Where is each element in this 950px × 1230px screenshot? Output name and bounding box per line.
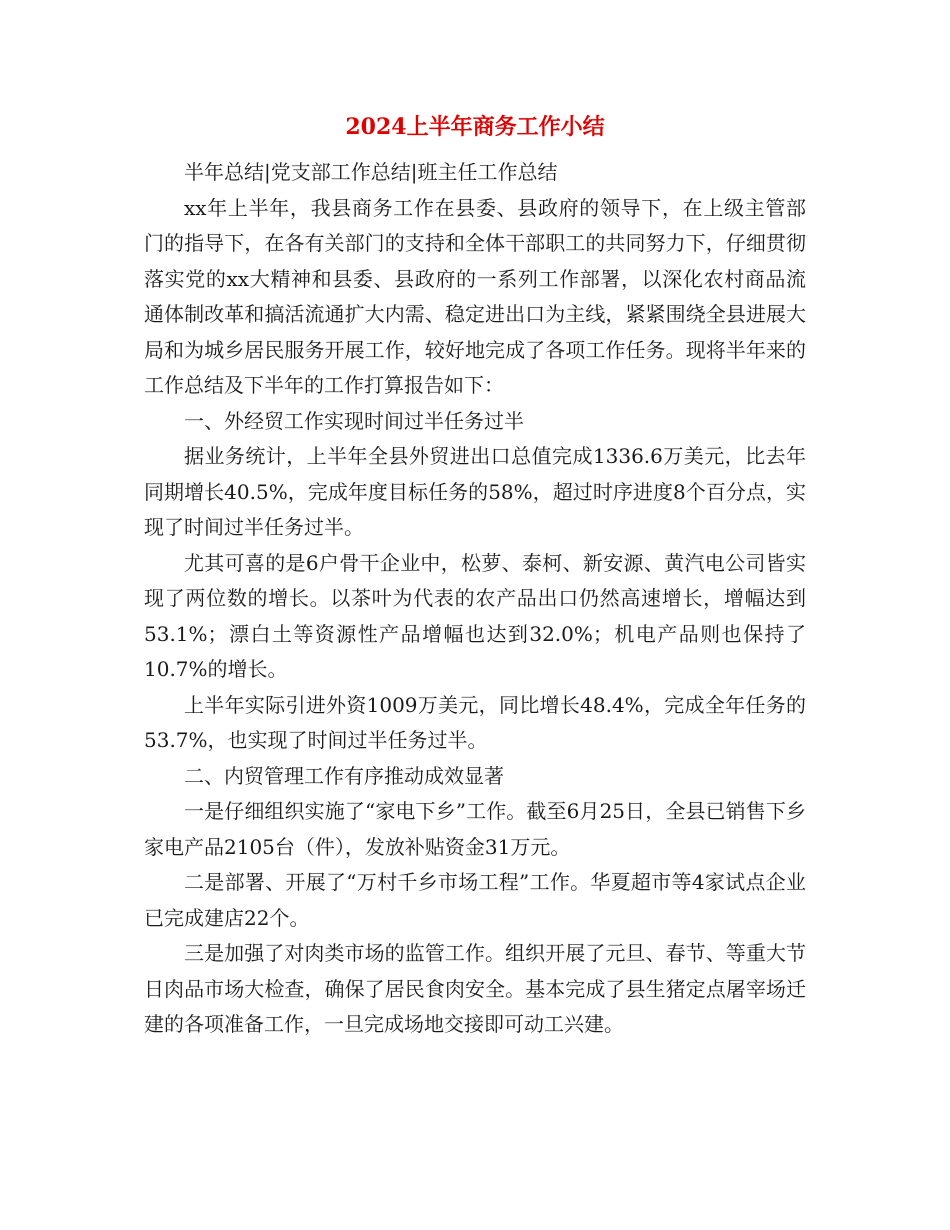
paragraph-village-market-project: 二是部署、开展了“万村千乡市场工程”工作。华夏超市等4家试点企业已完成建店22个。 [144, 870, 806, 930]
paragraph-tags: 半年总结|党支部工作总结|班主任工作总结 [184, 160, 558, 184]
paragraph-appliances-to-countryside: 一是仔细组织实施了“家电下乡”工作。截至6月25日，全县已销售下乡家电产品2105台（件），发放补贴资金31万元。 [144, 799, 806, 859]
document-body [144, 155, 806, 1043]
section-heading-domestic-trade: 二、内贸管理工作有序推动成效显著 [184, 763, 504, 788]
paragraph-foreign-investment: 上半年实际引进外资1009万美元，同比增长48.4%，完成全年任务的53.7%，也实现了时间过半任务过半。 [144, 692, 806, 752]
paragraph-intro: xx年上半年，我县商务工作在县委、县政府的领导下，在上级主管部门的指导下，在各有关部门的支持和全体干部职工的共同努力下，仔细贯彻落实党的xx大精神和县委、县政府的一系列工作部署，以深化农村商品流通体制改革和搞活流通扩大内需、稳定进出口为主线，紧紧围绕全县进展大局和为城乡居民服务开展工作，较好地完成了各项工作任务。现将半年来的工作总结及下半年的工作打算报告如下： [144, 195, 806, 397]
paragraph-trade-statistics: 据业务统计，上半年全县外贸进出口总值完成1336.6万美元，比去年同期增长40.5%，完成年度目标任务的58%，超过时序进度8个百分点，实现了时间过半任务过半。 [144, 444, 806, 539]
paragraph-key-enterprises: 尤其可喜的是6户骨干企业中，松萝、泰柯、新安源、黄汽电公司皆实现了两位数的增长。以茶叶为代表的农产品出口仍然高速增长，增幅达到53.1%；漂白土等资源性产品增幅也达到32.0%；机电产品则也保持了10.7%的增长。 [144, 550, 806, 681]
section-heading-foreign-trade: 一、外经贸工作实现时间过半任务过半 [184, 408, 524, 433]
paragraph-meat-market-supervision: 三是加强了对肉类市场的监管工作。组织开展了元旦、春节、等重大节日肉品市场大检查，确保了居民食肉安全。基本完成了县生猪定点屠宰场迁建的各项准备工作，一旦完成场地交接即可动工兴建。 [144, 941, 806, 1036]
document-title: 2024上半年商务工作小结 [345, 114, 605, 140]
